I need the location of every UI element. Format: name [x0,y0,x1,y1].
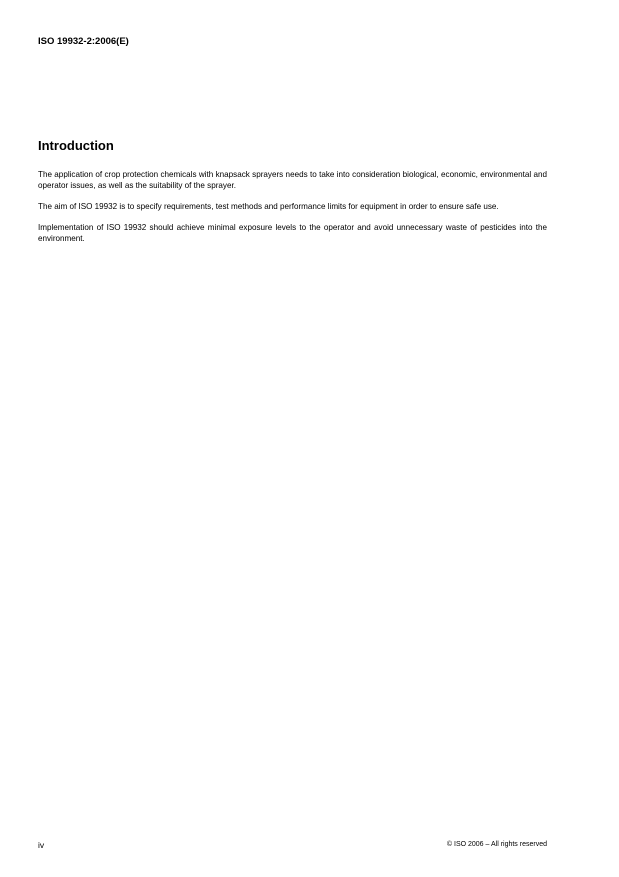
section-title: Introduction [38,138,114,153]
copyright-notice: © ISO 2006 – All rights reserved [446,841,547,848]
paragraph: The application of crop protection chemicals with knapsack sprayers needs to take into consideration biological, economic, environmental and operator issues, as well as the suitability of the sprayer. [38,170,547,190]
page-number: iv [38,840,45,850]
paragraph: The aim of ISO 19932 is to specify requirements, test methods and performance limits for equipment in order to ensure safe use. [38,202,499,211]
paragraph: Implementation of ISO 19932 should achieve minimal exposure levels to the operator and avoid unnecessary waste of pesticides into the environment. [38,223,547,243]
section-body [38,169,547,254]
document-id-header: ISO 19932-2:2006(E) [38,36,129,47]
